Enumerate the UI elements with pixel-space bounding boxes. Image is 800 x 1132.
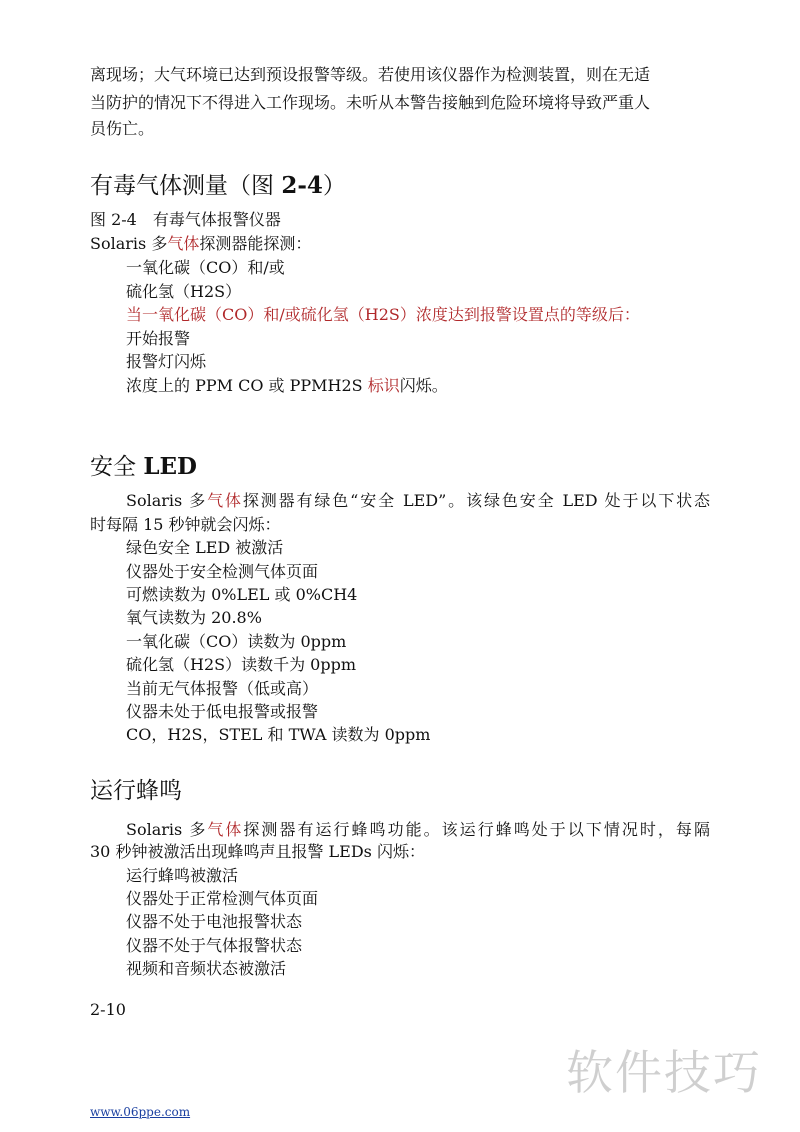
footer-link[interactable]: www.06ppe.com bbox=[90, 1105, 191, 1119]
watermark: 软件技巧 bbox=[566, 1046, 762, 1101]
list-item: 视频和音频状态被激活 bbox=[126, 959, 287, 978]
intro-line: Solaris 多气体探测器能探测： bbox=[90, 234, 312, 253]
paragraph-line: 时每隔 15 秒钟就会闪烁： bbox=[90, 515, 281, 534]
list-item: 报警灯闪烁 bbox=[126, 352, 207, 371]
list-item: 绿色安全 LED 被激活 bbox=[126, 538, 284, 557]
list-item: 当前无气体报警（低或高） bbox=[126, 679, 319, 698]
highlighted-line: 当一氧化碳（CO）和/或硫化氢（H2S）浓度达到报警设置点的等级后： bbox=[126, 305, 640, 324]
section-heading-run-beep: 运行蜂鸣 bbox=[90, 778, 182, 804]
section-heading-toxic-gas: 有毒气体测量（图 2-4） bbox=[90, 172, 346, 199]
paragraph-line: Solaris 多气体探测器有运行蜂鸣功能。该运行蜂鸣处于以下情况时，每隔 bbox=[126, 820, 710, 839]
list-item: 仪器处于正常检测气体页面 bbox=[126, 889, 319, 908]
list-item: 仪器不处于电池报警状态 bbox=[126, 912, 303, 931]
section-heading-safety-led: 安全 LED bbox=[90, 453, 197, 480]
list-item: 开始报警 bbox=[126, 329, 191, 348]
list-item: 一氧化碳（CO）读数为 0ppm bbox=[126, 632, 347, 651]
paragraph-line: 30 秒钟被激活出现蜂鸣声且报警 LEDs 闪烁： bbox=[90, 842, 425, 861]
paragraph-line: Solaris 多气体探测器有绿色“安全 LED”。该绿色安全 LED 处于以下状态 bbox=[126, 491, 710, 510]
list-item: 运行蜂鸣被激活 bbox=[126, 866, 239, 885]
paragraph-line: 员伤亡。 bbox=[90, 119, 155, 138]
paragraph-line: 离现场；大气环境已达到预设报警等级。若使用该仪器作为检测装置，则在无适 bbox=[90, 65, 651, 84]
page-number: 2-10 bbox=[90, 1000, 126, 1019]
list-item: 可燃读数为 0%LEL 或 0%CH4 bbox=[126, 585, 358, 604]
list-item: 仪器处于安全检测气体页面 bbox=[126, 562, 319, 581]
list-item: CO，H2S，STEL 和 TWA 读数为 0ppm bbox=[126, 725, 431, 744]
list-item: 一氧化碳（CO）和/或 bbox=[126, 258, 285, 277]
list-item: 仪器不处于气体报警状态 bbox=[126, 936, 303, 955]
list-item: 硫化氢（H2S） bbox=[126, 282, 242, 301]
paragraph-line: 当防护的情况下不得进入工作现场。未听从本警告接触到危险环境将导致严重人 bbox=[90, 93, 651, 112]
list-item: 浓度上的 PPM CO 或 PPMH2S 标识闪烁。 bbox=[126, 376, 448, 395]
figure-caption: 图 2-4 有毒气体报警仪器 bbox=[90, 210, 281, 229]
list-item: 仪器未处于低电报警或报警 bbox=[126, 702, 319, 721]
list-item: 氧气读数为 20.8% bbox=[126, 608, 262, 627]
list-item: 硫化氢（H2S）读数千为 0ppm bbox=[126, 655, 357, 674]
